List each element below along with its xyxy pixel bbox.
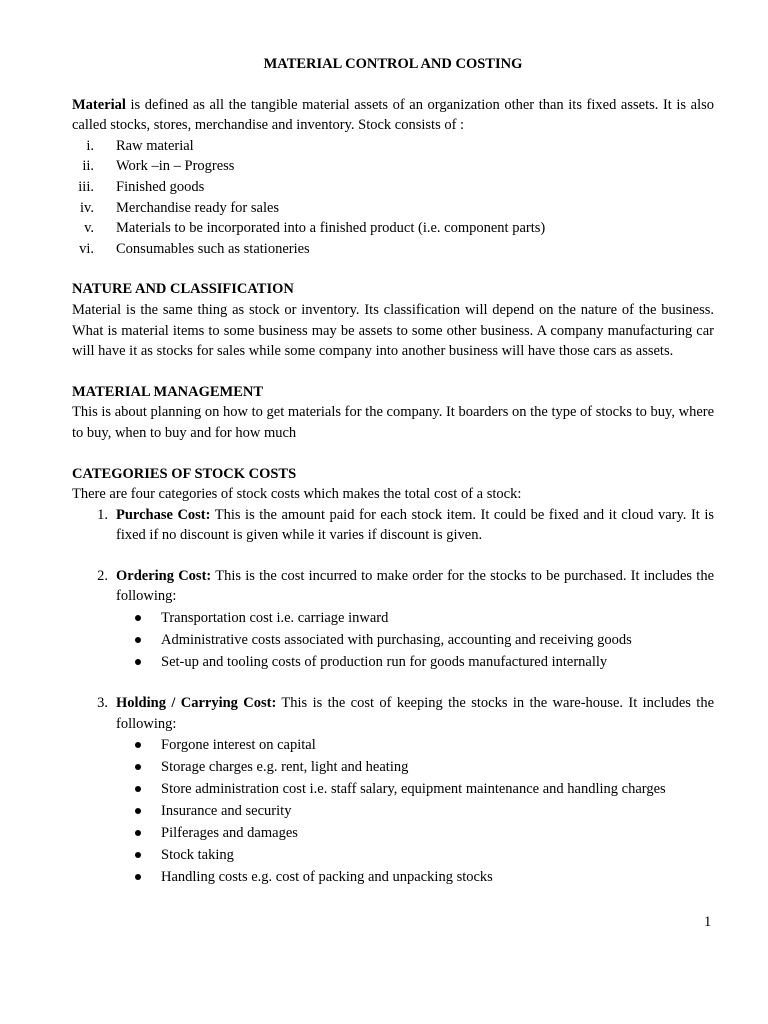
bullet-item: [116, 756, 714, 778]
cost-category-item: [72, 566, 714, 673]
bullet-item: [116, 734, 714, 756]
bullet-text: Set-up and tooling costs of production run for goods manufactured internally: [161, 654, 608, 671]
list-text: Raw material: [116, 137, 194, 154]
bullet-icon: [116, 651, 161, 673]
bullet-item: [116, 866, 714, 888]
intro-text: is defined as all the tangible material assets of an organization other than its fixed assets. It is also called stocks, stores, merchandise and inventory. Stock consists of :: [72, 96, 714, 134]
document-content: [72, 54, 714, 888]
bullet-icon: [116, 800, 161, 822]
cost-category-label: Holding / Carrying Cost:: [116, 695, 277, 712]
bullet-icon: [116, 866, 161, 888]
bullet-item: [116, 778, 714, 800]
bullet-icon: [116, 629, 161, 651]
bullet-text: Stock taking: [161, 847, 234, 864]
nature-section: [72, 279, 714, 361]
section-heading: NATURE AND CLASSIFICATION: [72, 281, 294, 298]
bullet-text: Administrative costs associated with purchasing, accounting and receiving goods: [161, 632, 632, 649]
cost-category-text: This is the cost incurred to make order for the stocks to be purchased. It includes the following:: [116, 567, 714, 605]
bullet-item: [116, 844, 714, 866]
bullet-item: [116, 651, 714, 673]
section-heading: CATEGORIES OF STOCK COSTS: [72, 465, 297, 482]
bullet-text: Forgone interest on capital: [161, 737, 316, 754]
list-number: ii.: [82, 158, 94, 175]
list-item: [72, 136, 714, 157]
list-number: v.: [84, 220, 94, 237]
cost-category-text: This is the amount paid for each stock item. It could be fixed and it cloud vary. It is fixed if no discount is given while it varies if discount is given.: [116, 506, 715, 544]
bullet-item: [116, 800, 714, 822]
bullet-icon: [116, 734, 161, 756]
intro-paragraph: [72, 95, 714, 136]
list-number: 2.: [97, 567, 108, 584]
bullet-text: Storage charges e.g. rent, light and heating: [161, 759, 409, 776]
bullet-item: [116, 607, 714, 629]
list-item: [72, 239, 714, 260]
cost-category-item: [72, 505, 714, 546]
cost-category-body: [116, 693, 714, 888]
list-text: Materials to be incorporated into a finished product (i.e. component parts): [116, 220, 546, 237]
list-text: Finished goods: [116, 178, 205, 195]
cost-category-text: This is the cost of keeping the stocks in the ware-house. It includes the following:: [116, 695, 715, 732]
list-number: 1.: [97, 506, 108, 523]
list-number: vi.: [79, 240, 94, 257]
bullet-text: Transportation cost i.e. carriage inward: [161, 610, 389, 627]
cost-category-label: Ordering Cost:: [116, 567, 212, 584]
bullet-text: Pilferages and damages: [161, 825, 298, 842]
list-number: i.: [86, 137, 94, 154]
management-section: [72, 382, 714, 444]
bullet-icon: [116, 607, 161, 629]
list-number: iv.: [80, 199, 94, 216]
document-title: MATERIAL CONTROL AND COSTING: [263, 56, 523, 72]
page-number: 1: [704, 914, 712, 930]
cost-category-item: [72, 693, 714, 888]
section-paragraph: There are four categories of stock costs which makes the total cost of a stock:: [72, 486, 522, 503]
intro-term: Material: [72, 96, 126, 113]
bullet-text: Insurance and security: [161, 803, 292, 820]
bullet-list: [116, 734, 714, 888]
bullet-text: Handling costs e.g. cost of packing and unpacking stocks: [161, 869, 493, 886]
bullet-icon: [116, 822, 161, 844]
list-number: 3.: [97, 695, 108, 712]
list-item: [72, 198, 714, 219]
cost-category-label: Purchase Cost:: [116, 506, 211, 523]
list-number: iii.: [78, 178, 94, 195]
cost-category-list: [72, 505, 714, 889]
section-heading: MATERIAL MANAGEMENT: [72, 383, 264, 400]
bullet-item: [116, 822, 714, 844]
list-item: [72, 218, 714, 239]
cost-category-body: [116, 566, 714, 673]
bullet-icon: [116, 778, 161, 800]
section-paragraph: This is about planning on how to get materials for the company. It boarders on the type of stocks to buy, where to buy, when to buy and for how much: [72, 404, 715, 441]
list-item: [72, 177, 714, 198]
list-text: Work –in – Progress: [116, 158, 235, 175]
list-item: [72, 156, 714, 177]
bullet-list: [116, 607, 714, 673]
categories-section: [72, 464, 714, 889]
bullet-icon: [116, 756, 161, 778]
stock-list: [72, 136, 714, 260]
cost-category-body: [116, 505, 714, 546]
bullet-icon: [116, 844, 161, 866]
bullet-text: Store administration cost i.e. staff salary, equipment maintenance and handling charges: [161, 781, 666, 798]
list-text: Consumables such as stationeries: [116, 240, 310, 257]
list-text: Merchandise ready for sales: [116, 199, 280, 216]
bullet-item: [116, 629, 714, 651]
section-paragraph: Material is the same thing as stock or inventory. Its classification will depend on the nature of the business. What is material items to some business may be assets to some other business. A company manufacturing car will have it as stocks for sales while some company into another business will have those cars as assets.: [72, 301, 714, 360]
